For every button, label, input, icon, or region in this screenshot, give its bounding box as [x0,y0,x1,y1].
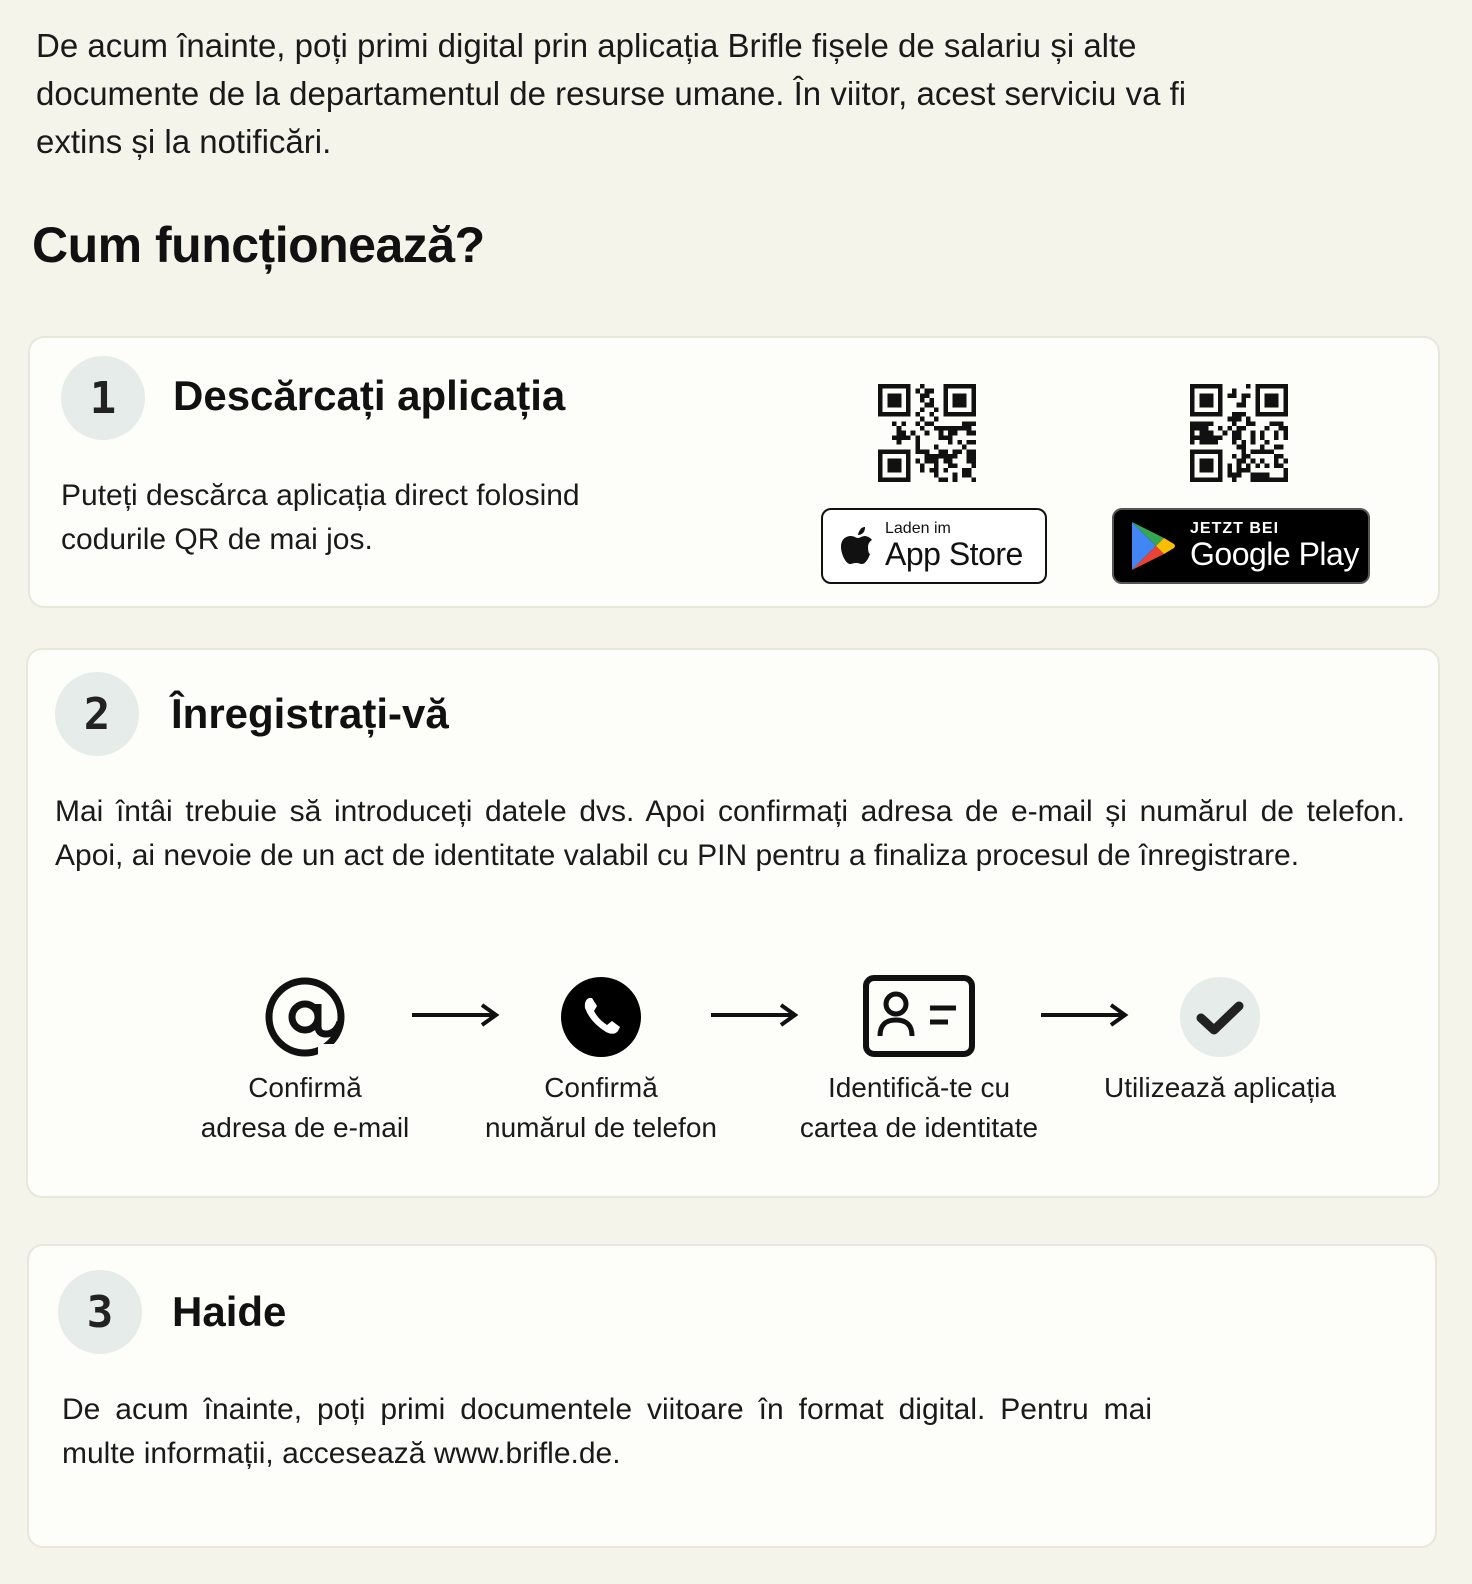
at-sign-icon [264,976,346,1058]
google-play-small-label: JETZT BEI [1190,520,1280,537]
check-icon [1179,976,1261,1058]
flow-step-id-label [779,1068,1059,1148]
step-number-badge: 2 [55,672,139,756]
step-description: Puteți descărca aplicația direct folosind codurile QR de mai jos. [61,479,580,556]
flow-label-line: Utilizează aplicația [1104,1072,1336,1103]
step-number-badge: 3 [58,1270,142,1354]
apple-icon [839,526,875,566]
step-number-badge: 1 [61,356,145,440]
step-title: Descărcați aplicația [173,372,566,419]
flow-label-line: Identifică-te cu [827,1072,1011,1103]
qr-code-googleplay[interactable] [1190,384,1288,482]
app-store-small-label: Laden im [885,520,951,537]
arrow-icon [709,1000,799,1030]
step-card-register [26,648,1440,1198]
step-description: De acum înainte, poți primi documentele viitoare în format digital. Pentru mai multe informații, accesează www.brifle.de. [62,1393,1152,1470]
flow-label-line: Confirmă [544,1072,658,1103]
flow-label-line: cartea de identitate [799,1112,1039,1143]
qr-code-appstore[interactable] [878,384,976,482]
flow-label-line: adresa de e-mail [200,1112,410,1143]
step-title: Înregistrați-vă [171,690,449,737]
flow-label-line: Confirmă [248,1072,362,1103]
step-card-go [27,1244,1437,1548]
step-description: Mai întâi trebuie să introduceți datele dvs. Apoi confirmați adresa de e-mail și numărul de telefon. Apoi, ai nevoie de un act de identitate valabil cu PIN pentru a finaliza procesul de înregistrare. [55,795,1405,872]
arrow-icon [410,1000,500,1030]
google-play-icon [1130,520,1176,572]
step-card-download [28,336,1440,608]
flow-step-use-app-label [1080,1068,1360,1108]
flow-step-phone-label [461,1068,741,1148]
google-play-label: Google Play [1190,536,1359,572]
arrow-icon [1039,1000,1129,1030]
app-store-label: App Store [885,536,1023,572]
google-play-button[interactable] [1112,508,1370,584]
id-card-icon [862,974,976,1058]
intro-text: De acum înainte, poți primi digital prin aplicația Brifle fișele de salariu și alte documente de la departamentul de resurse umane. În viitor, acest serviciu va fi extins și la notificări. [36,27,1187,160]
page-heading: Cum funcționează? [32,217,485,273]
phone-icon [560,976,642,1058]
step-title: Haide [172,1288,287,1335]
app-store-button[interactable] [821,508,1047,584]
flow-label-line: numărul de telefon [485,1112,717,1143]
flow-step-email-label [185,1068,425,1148]
